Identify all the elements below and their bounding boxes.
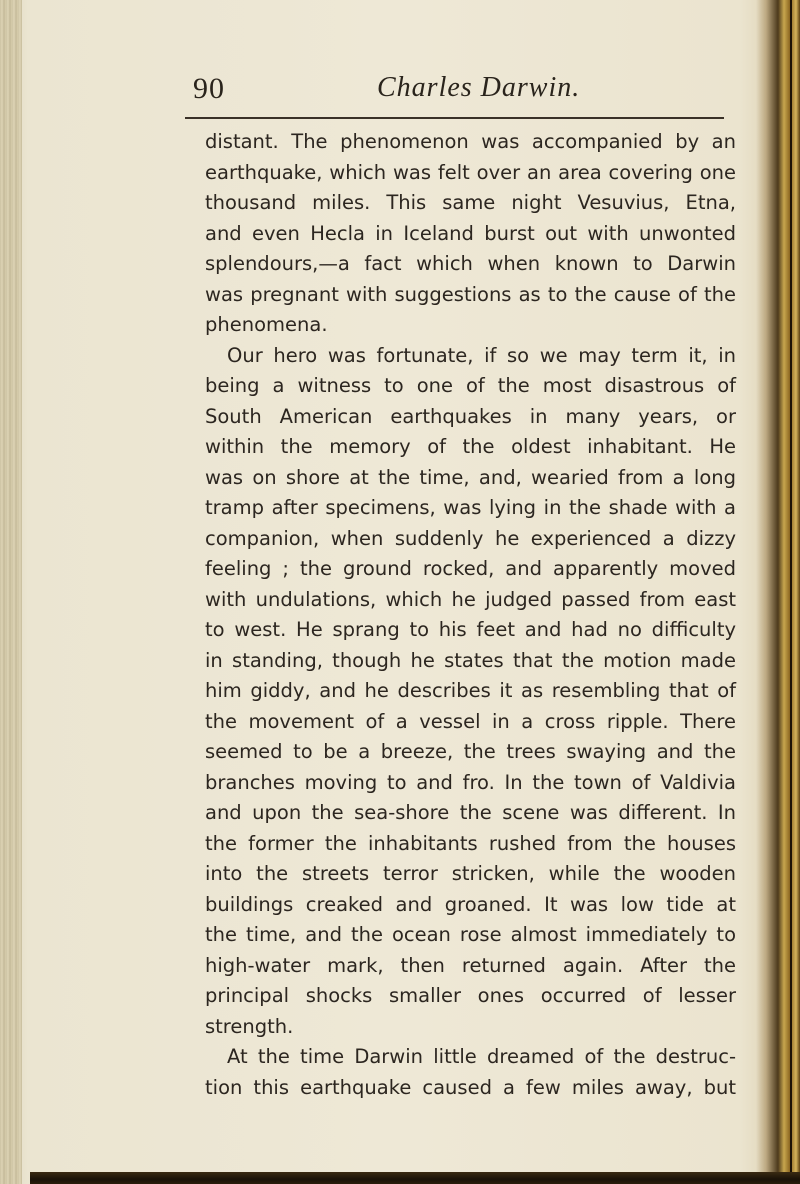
page-number: 90 — [193, 72, 225, 105]
text-line: to west. He sprang to his feet and had no difficulty — [205, 618, 736, 641]
text-line: in standing, though he states that the motion made — [205, 648, 736, 672]
text-line: was pregnant with suggestions as to the cause of the — [205, 282, 736, 306]
text-line: South American earthquakes in many years, or — [205, 404, 736, 428]
text-line: was on shore at the time, and, wearied from a long — [205, 465, 736, 489]
text-line: feeling ; the ground rocked, and apparently moved — [205, 557, 736, 580]
text-line: principal shocks smaller ones occurred of lesser — [205, 984, 736, 1007]
gilded-page-edge — [756, 0, 800, 1184]
text-line: him giddy, and he describes it as resembling that of — [205, 679, 736, 702]
body-text — [205, 127, 736, 1103]
text-line: and even Hecla in Iceland burst out with unwonted — [205, 221, 736, 245]
text-line: within the memory of the oldest inhabitant. He — [205, 435, 736, 458]
text-line: seemed to be a breeze, the trees swaying and the — [205, 740, 736, 763]
text-line: branches moving to and fro. In the town of Valdivia — [205, 770, 736, 794]
text-line: companion, when suddenly he experienced a dizzy — [205, 526, 736, 550]
header-rule — [185, 117, 724, 119]
text-line: splendours,—a fact which when known to Darwin — [205, 252, 736, 275]
text-line: and upon the sea-shore the scene was different. In — [205, 801, 736, 824]
text-line: the time, and the ocean rose almost immediately to — [205, 923, 736, 946]
text-line: distant. The phenomenon was accompanied by an — [205, 130, 736, 153]
text-line: strength. — [205, 1014, 294, 1038]
text-line: phenomena. — [205, 313, 328, 336]
text-line: tion this earthquake caused a few miles away, but — [205, 1075, 736, 1099]
running-head: Charles Darwin. — [377, 72, 581, 103]
text-line: the former the inhabitants rushed from the houses — [205, 831, 736, 855]
text-line: being a witness to one of the most disastrous of — [205, 374, 736, 397]
text-line: earthquake, which was felt over an area covering one — [205, 160, 736, 184]
text-line: the movement of a vessel in a cross ripple. There — [205, 709, 736, 733]
text-line: thousand miles. This same night Vesuvius, Etna, — [205, 191, 736, 214]
text-line: into the streets terror stricken, while the wooden — [205, 862, 736, 885]
paragraph-start-line: Our hero was fortunate, if so we may term it, in — [227, 343, 736, 367]
bottom-page-edge — [30, 1172, 800, 1184]
text-line: high-water mark, then returned again. After the — [205, 953, 736, 977]
book-gutter — [0, 0, 22, 1184]
paragraph-start-line: At the time Darwin little dreamed of the destruc- — [227, 1045, 736, 1068]
page-edge-line — [790, 0, 792, 1184]
text-line: buildings creaked and groaned. It was low tide at — [205, 892, 736, 916]
text-line: tramp after specimens, was lying in the shade with a — [205, 496, 736, 519]
page-header — [0, 72, 800, 112]
text-line: with undulations, which he judged passed from east — [205, 587, 736, 611]
